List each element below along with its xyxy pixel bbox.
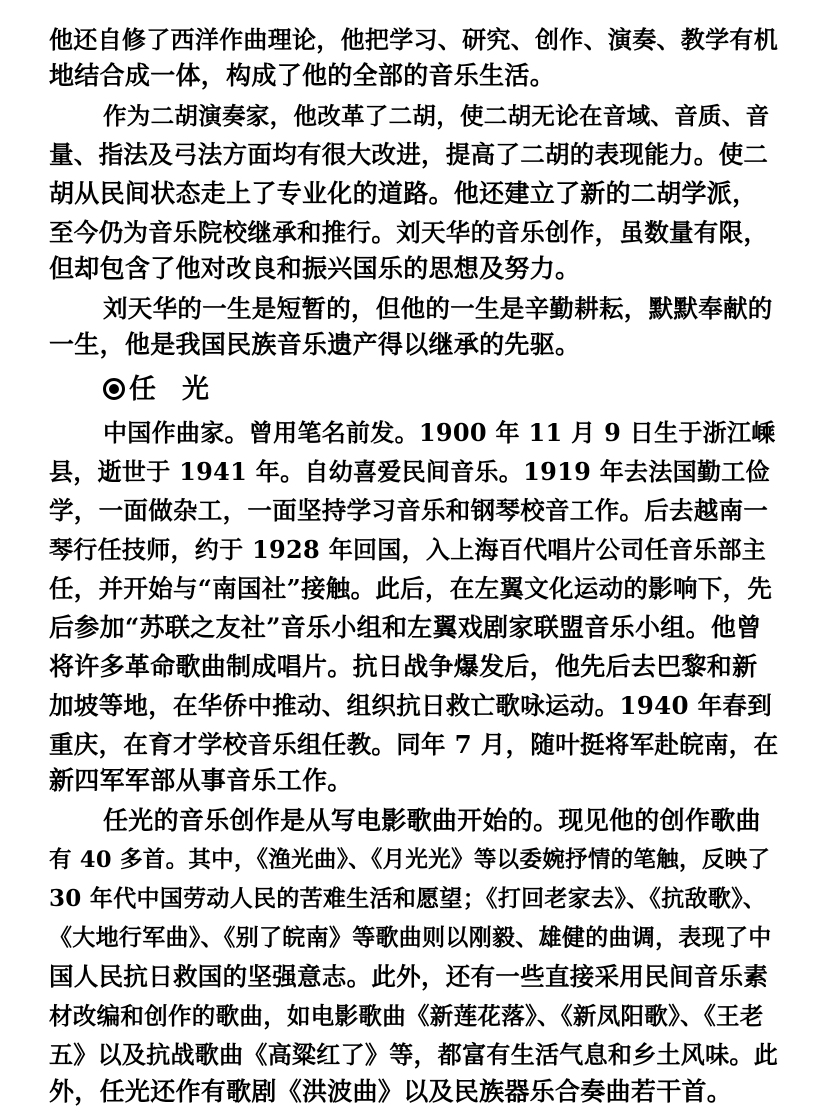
bullet-icon [103, 378, 125, 400]
text-line: 外，任光还作有歌剧《洪波曲》以及民族器乐合奏曲若干首。 [49, 1077, 733, 1106]
text-line: 县，逝世于 1941 年。自幼喜爱民间音乐。1919 年去法国勤工俭 [49, 457, 770, 486]
text-line: 国人民抗日救国的坚强意志。此外，还有一些直接采用民间音乐素 [49, 962, 769, 991]
text-line: 作为二胡演奏家，他改革了二胡，使二胡无论在音域、音质、音 [103, 102, 770, 130]
text-line: 后参加“苏联之友社”音乐小组和左翼戏剧家联盟音乐小组。他曾 [49, 613, 762, 642]
text-line: 材改编和创作的歌曲，如电影歌曲《新莲花落》、《新凤阳歌》、《王老 [49, 1002, 764, 1030]
text-line: 量、指法及弓法方面均有很大改进，提高了二胡的表现能力。使二 [49, 140, 769, 169]
text-line: 《大地行军曲》、《别了皖南》等歌曲则以刚毅、雄健的曲调，表现了中 [49, 924, 772, 951]
text-line: 新四军军部从事音乐工作。 [49, 766, 353, 795]
text-line: 一生，他是我国民族音乐遗产得以继承的先驱。 [49, 330, 581, 359]
text-line: 30 年代中国劳动人民的苦难生活和愿望；《打回老家去》、《抗敌歌》、 [49, 885, 767, 912]
text-line: 将许多革命歌曲制成唱片。抗日战争爆发后，他先后去巴黎和新 [49, 652, 758, 681]
text-line: 五》以及抗战歌曲《高粱红了》等，都富有生活气息和乡土风味。此 [49, 1040, 778, 1069]
text-line: 加坡等地，在华侨中推动、组织抗日救亡歌咏运动。1940 年春到 [49, 691, 773, 720]
text-line: 地结合成一体，构成了他的全部的音乐生活。 [49, 61, 556, 90]
text-line: 中国作曲家。曾用笔名前发。1900 年 11 月 9 日生于浙江嵊 [103, 418, 776, 447]
text-line: 刘天华的一生是短暂的，但他的一生是辛勤耕耘，默默奉献的 [103, 294, 773, 323]
text-line: 任，并开始与“南国社”接触。此后，在左翼文化运动的影响下，先 [49, 574, 773, 603]
section-heading [103, 370, 235, 410]
section-heading-name: 任光 [129, 374, 235, 405]
text-line: 胡从民间状态走上了专业化的道路。他还建立了新的二胡学派， [49, 179, 758, 208]
text-line: 琴行任技师，约于 1928 年回国，入上海百代唱片公司任音乐部主 [49, 535, 767, 564]
text-line: 有 40 多首。其中，《渔光曲》、《月光光》等以委婉抒情的笔触，反映了 [49, 847, 771, 873]
text-line: 至今仍为音乐院校继承和推行。刘天华的音乐创作，虽数量有限， [49, 218, 769, 247]
text-line: 但却包含了他对改良和振兴国乐的思想及努力。 [49, 254, 581, 283]
text-line: 任光的音乐创作是从写电影歌曲开始的。现见他的创作歌曲 [103, 806, 761, 835]
text-line: 重庆，在育才学校音乐组任教。同年 7 月，随叶挺将军赴皖南，在 [49, 730, 779, 759]
text-line: 学，一面做杂工，一面坚持学习音乐和钢琴校音工作。后去越南一 [49, 496, 769, 525]
text-line: 他还自修了西洋作曲理论，他把学习、研究、创作、演奏、教学有机 [49, 25, 778, 54]
